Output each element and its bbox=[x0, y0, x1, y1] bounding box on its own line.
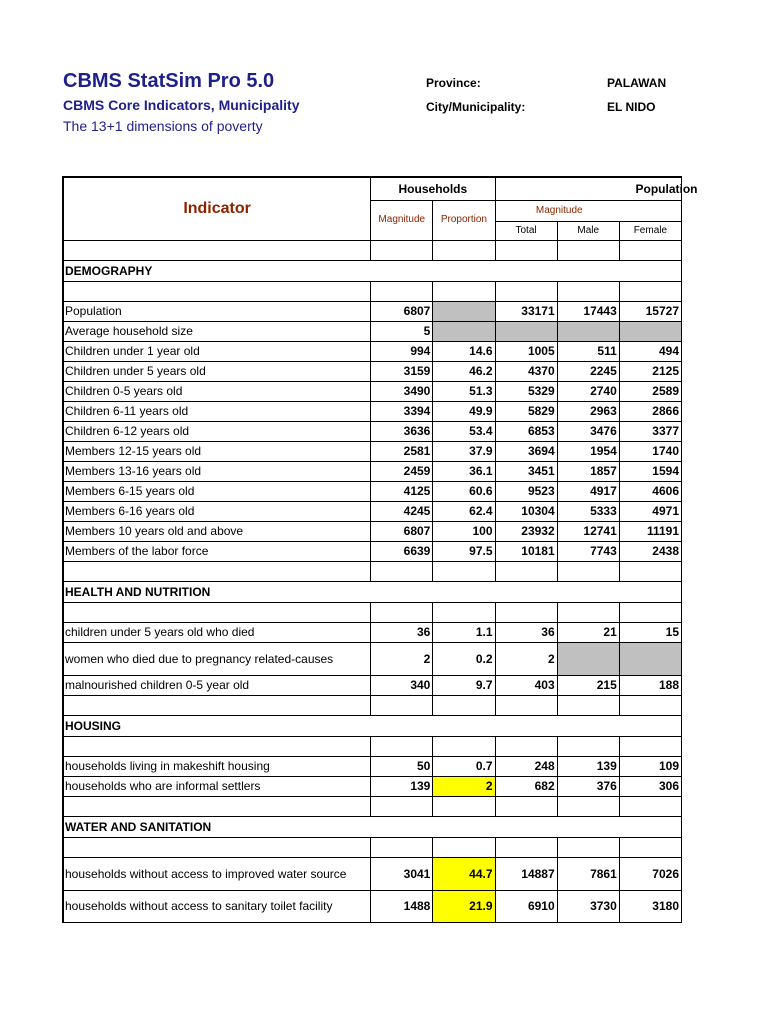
male-cell: 1954 bbox=[557, 441, 619, 461]
empty-cell bbox=[495, 695, 557, 715]
empty-cell bbox=[433, 561, 495, 581]
female-cell: 2125 bbox=[619, 361, 681, 381]
spacer-row bbox=[63, 736, 682, 756]
empty-cell bbox=[433, 837, 495, 857]
indicator-label: Children under 1 year old bbox=[63, 341, 371, 361]
indicator-label: Members of the labor force bbox=[63, 541, 371, 561]
hh-proportion-cell: 37.9 bbox=[433, 441, 495, 461]
indicator-label: households without access to improved water source bbox=[63, 857, 371, 890]
empty-cell bbox=[557, 736, 619, 756]
hh-magnitude-cell: 3159 bbox=[371, 361, 433, 381]
empty-cell bbox=[63, 695, 371, 715]
total-cell: 14887 bbox=[495, 857, 557, 890]
city-value: EL NIDO bbox=[607, 100, 656, 114]
table-row[interactable] bbox=[63, 401, 682, 421]
male-cell: 511 bbox=[557, 341, 619, 361]
population-column-header: Population bbox=[495, 177, 682, 200]
hh-proportion-cell: 44.7 bbox=[433, 857, 495, 890]
empty-cell bbox=[495, 796, 557, 816]
empty-cell bbox=[433, 796, 495, 816]
spacer-row bbox=[63, 561, 682, 581]
total-cell: 9523 bbox=[495, 481, 557, 501]
hh-magnitude-cell: 2 bbox=[371, 642, 433, 675]
total-cell: 23932 bbox=[495, 521, 557, 541]
hh-proportion-cell: 53.4 bbox=[433, 421, 495, 441]
indicator-label: Members 12-15 years old bbox=[63, 441, 371, 461]
section-fill bbox=[371, 715, 682, 736]
male-cell: 139 bbox=[557, 756, 619, 776]
hh-proportion-cell: 21.9 bbox=[433, 890, 495, 922]
male-cell: 7743 bbox=[557, 541, 619, 561]
indicator-label: women who died due to pregnancy related-causes bbox=[63, 642, 371, 675]
report-subtitle: CBMS Core Indicators, Municipality bbox=[63, 97, 300, 113]
table-row[interactable] bbox=[63, 321, 682, 341]
empty-cell bbox=[371, 281, 433, 301]
indicator-label: Members 10 years old and above bbox=[63, 521, 371, 541]
indicator-label: children under 5 years old who died bbox=[63, 622, 371, 642]
male-cell: 2963 bbox=[557, 401, 619, 421]
empty-cell bbox=[371, 240, 433, 260]
female-cell: 494 bbox=[619, 341, 681, 361]
province-label: Province: bbox=[426, 76, 481, 90]
hh-proportion-cell: 62.4 bbox=[433, 501, 495, 521]
section-heading-demography: DEMOGRAPHY bbox=[63, 260, 371, 281]
indicator-label: Average household size bbox=[63, 321, 371, 341]
table-row[interactable] bbox=[63, 622, 682, 642]
table-row[interactable] bbox=[63, 857, 682, 890]
indicator-table bbox=[62, 176, 698, 923]
hh-magnitude-cell: 36 bbox=[371, 622, 433, 642]
male-header: Male bbox=[557, 221, 619, 240]
total-cell: 10181 bbox=[495, 541, 557, 561]
total-cell: 3451 bbox=[495, 461, 557, 481]
hh-magnitude-cell: 3394 bbox=[371, 401, 433, 421]
indicator-label: Children 6-11 years old bbox=[63, 401, 371, 421]
total-cell: 682 bbox=[495, 776, 557, 796]
empty-cell bbox=[557, 837, 619, 857]
hh-proportion-cell: 100 bbox=[433, 521, 495, 541]
hh-magnitude-cell: 6639 bbox=[371, 541, 433, 561]
empty-cell bbox=[433, 602, 495, 622]
spacer-row bbox=[63, 240, 682, 260]
total-cell: 36 bbox=[495, 622, 557, 642]
empty-cell bbox=[371, 561, 433, 581]
table-row[interactable] bbox=[63, 461, 682, 481]
total-cell: 6853 bbox=[495, 421, 557, 441]
hh-proportion-cell: 1.1 bbox=[433, 622, 495, 642]
male-cell: 3476 bbox=[557, 421, 619, 441]
empty-cell bbox=[371, 602, 433, 622]
male-cell: 215 bbox=[557, 675, 619, 695]
female-cell: 2589 bbox=[619, 381, 681, 401]
hh-magnitude-cell: 1488 bbox=[371, 890, 433, 922]
hh-proportion-cell: 14.6 bbox=[433, 341, 495, 361]
table-row[interactable] bbox=[63, 756, 682, 776]
indicator-label: households living in makeshift housing bbox=[63, 756, 371, 776]
male-cell: 1857 bbox=[557, 461, 619, 481]
total-cell: 4370 bbox=[495, 361, 557, 381]
total-cell: 2 bbox=[495, 642, 557, 675]
spacer-row bbox=[63, 602, 682, 622]
hh-magnitude-cell: 6807 bbox=[371, 301, 433, 321]
hh-magnitude-cell: 2581 bbox=[371, 441, 433, 461]
hh-magnitude-cell: 139 bbox=[371, 776, 433, 796]
indicator-label: Children 6-12 years old bbox=[63, 421, 371, 441]
empty-cell bbox=[63, 602, 371, 622]
table-row[interactable] bbox=[63, 381, 682, 401]
male-cell: 5333 bbox=[557, 501, 619, 521]
male-cell: 12741 bbox=[557, 521, 619, 541]
table-row[interactable] bbox=[63, 481, 682, 501]
table-row[interactable] bbox=[63, 341, 682, 361]
table-row[interactable] bbox=[63, 642, 682, 675]
male-cell: 4917 bbox=[557, 481, 619, 501]
male-cell bbox=[557, 321, 619, 341]
hh-magnitude-cell: 3636 bbox=[371, 421, 433, 441]
hh-proportion-cell: 0.7 bbox=[433, 756, 495, 776]
spacer-row bbox=[63, 796, 682, 816]
hh-magnitude-cell: 3041 bbox=[371, 857, 433, 890]
total-cell: 3694 bbox=[495, 441, 557, 461]
empty-cell bbox=[619, 561, 681, 581]
female-cell: 1594 bbox=[619, 461, 681, 481]
empty-cell bbox=[619, 796, 681, 816]
indicator-label: malnourished children 0-5 year old bbox=[63, 675, 371, 695]
hh-proportion-cell: 36.1 bbox=[433, 461, 495, 481]
hh-proportion-cell: 46.2 bbox=[433, 361, 495, 381]
empty-cell bbox=[557, 240, 619, 260]
female-header: Female bbox=[619, 221, 681, 240]
hh-proportion-cell bbox=[433, 301, 495, 321]
total-cell: 248 bbox=[495, 756, 557, 776]
indicator-label: Members 13-16 years old bbox=[63, 461, 371, 481]
indicator-column-header: Indicator bbox=[63, 177, 371, 240]
pop-magnitude-header: Magnitude bbox=[495, 200, 682, 221]
empty-cell bbox=[619, 695, 681, 715]
total-cell: 6910 bbox=[495, 890, 557, 922]
female-cell: 4971 bbox=[619, 501, 681, 521]
hh-magnitude-cell: 50 bbox=[371, 756, 433, 776]
hh-proportion-cell bbox=[433, 321, 495, 341]
empty-cell bbox=[63, 281, 371, 301]
male-cell: 2740 bbox=[557, 381, 619, 401]
hh-magnitude-header: Magnitude bbox=[371, 200, 433, 240]
female-cell: 188 bbox=[619, 675, 681, 695]
hh-magnitude-cell: 4125 bbox=[371, 481, 433, 501]
table-row[interactable] bbox=[63, 501, 682, 521]
total-cell bbox=[495, 321, 557, 341]
table-row[interactable] bbox=[63, 361, 682, 381]
hh-magnitude-cell: 5 bbox=[371, 321, 433, 341]
table-row[interactable] bbox=[63, 301, 682, 321]
total-cell: 5329 bbox=[495, 381, 557, 401]
female-cell: 11191 bbox=[619, 521, 681, 541]
households-column-header: Households bbox=[371, 177, 495, 200]
spacer-row bbox=[63, 837, 682, 857]
spacer-row bbox=[63, 695, 682, 715]
empty-cell bbox=[619, 240, 681, 260]
male-cell: 17443 bbox=[557, 301, 619, 321]
app-title: CBMS StatSim Pro 5.0 bbox=[63, 70, 275, 92]
hh-magnitude-cell: 994 bbox=[371, 341, 433, 361]
empty-cell bbox=[371, 695, 433, 715]
table-row[interactable] bbox=[63, 421, 682, 441]
male-cell: 7861 bbox=[557, 857, 619, 890]
empty-cell bbox=[63, 796, 371, 816]
spacer-row bbox=[63, 281, 682, 301]
total-cell: 403 bbox=[495, 675, 557, 695]
hh-proportion-cell: 60.6 bbox=[433, 481, 495, 501]
table-row[interactable] bbox=[63, 890, 682, 922]
hh-magnitude-cell: 3490 bbox=[371, 381, 433, 401]
empty-cell bbox=[557, 796, 619, 816]
indicator-label: Population bbox=[63, 301, 371, 321]
hh-proportion-cell: 51.3 bbox=[433, 381, 495, 401]
indicator-label: Members 6-16 years old bbox=[63, 501, 371, 521]
table-row[interactable] bbox=[63, 521, 682, 541]
empty-cell bbox=[433, 240, 495, 260]
empty-cell bbox=[371, 837, 433, 857]
total-cell: 5829 bbox=[495, 401, 557, 421]
report-subtitle-dimensions: The 13+1 dimensions of poverty bbox=[63, 118, 263, 134]
hh-proportion-cell: 97.5 bbox=[433, 541, 495, 561]
empty-cell bbox=[619, 736, 681, 756]
total-header: Total bbox=[495, 221, 557, 240]
female-cell: 1740 bbox=[619, 441, 681, 461]
female-cell: 2866 bbox=[619, 401, 681, 421]
hh-proportion-cell: 0.2 bbox=[433, 642, 495, 675]
total-cell: 10304 bbox=[495, 501, 557, 521]
empty-cell bbox=[433, 736, 495, 756]
hh-magnitude-cell: 2459 bbox=[371, 461, 433, 481]
empty-cell bbox=[63, 240, 371, 260]
empty-cell bbox=[619, 602, 681, 622]
female-cell: 306 bbox=[619, 776, 681, 796]
empty-cell bbox=[557, 602, 619, 622]
empty-cell bbox=[619, 281, 681, 301]
female-cell: 15727 bbox=[619, 301, 681, 321]
empty-cell bbox=[619, 837, 681, 857]
empty-cell bbox=[495, 602, 557, 622]
empty-cell bbox=[557, 281, 619, 301]
female-cell bbox=[619, 642, 681, 675]
empty-cell bbox=[433, 695, 495, 715]
section-row-housing bbox=[63, 715, 682, 736]
section-fill bbox=[371, 260, 682, 281]
empty-cell bbox=[495, 561, 557, 581]
female-cell bbox=[619, 321, 681, 341]
empty-cell bbox=[63, 736, 371, 756]
empty-cell bbox=[557, 561, 619, 581]
table-row[interactable] bbox=[63, 776, 682, 796]
empty-cell bbox=[495, 281, 557, 301]
female-cell: 7026 bbox=[619, 857, 681, 890]
empty-cell bbox=[371, 736, 433, 756]
table-row[interactable] bbox=[63, 441, 682, 461]
hh-proportion-cell: 49.9 bbox=[433, 401, 495, 421]
female-cell: 3377 bbox=[619, 421, 681, 441]
section-fill bbox=[371, 581, 682, 602]
male-cell: 3730 bbox=[557, 890, 619, 922]
empty-cell bbox=[433, 281, 495, 301]
empty-cell bbox=[495, 837, 557, 857]
indicator-label: households without access to sanitary toilet facility bbox=[63, 890, 371, 922]
section-fill bbox=[371, 816, 682, 837]
empty-cell bbox=[495, 240, 557, 260]
female-cell: 4606 bbox=[619, 481, 681, 501]
hh-proportion-header: Proportion bbox=[433, 200, 495, 240]
empty-cell bbox=[63, 561, 371, 581]
female-cell: 3180 bbox=[619, 890, 681, 922]
section-heading-water: WATER AND SANITATION bbox=[63, 816, 371, 837]
indicator-label: Children under 5 years old bbox=[63, 361, 371, 381]
section-row-health bbox=[63, 581, 682, 602]
hh-magnitude-cell: 4245 bbox=[371, 501, 433, 521]
male-cell bbox=[557, 642, 619, 675]
indicator-label: Members 6-15 years old bbox=[63, 481, 371, 501]
hh-proportion-cell: 9.7 bbox=[433, 675, 495, 695]
section-row-demography bbox=[63, 260, 682, 281]
city-label: City/Municipality: bbox=[426, 100, 526, 114]
section-heading-health: HEALTH AND NUTRITION bbox=[63, 581, 371, 602]
male-cell: 21 bbox=[557, 622, 619, 642]
indicator-label: Children 0-5 years old bbox=[63, 381, 371, 401]
section-row-water bbox=[63, 816, 682, 837]
female-cell: 109 bbox=[619, 756, 681, 776]
empty-cell bbox=[557, 695, 619, 715]
table-row[interactable] bbox=[63, 541, 682, 561]
male-cell: 376 bbox=[557, 776, 619, 796]
male-cell: 2245 bbox=[557, 361, 619, 381]
empty-cell bbox=[495, 736, 557, 756]
section-heading-housing: HOUSING bbox=[63, 715, 371, 736]
hh-magnitude-cell: 340 bbox=[371, 675, 433, 695]
total-cell: 1005 bbox=[495, 341, 557, 361]
empty-cell bbox=[371, 796, 433, 816]
empty-cell bbox=[63, 837, 371, 857]
female-cell: 15 bbox=[619, 622, 681, 642]
total-cell: 33171 bbox=[495, 301, 557, 321]
hh-magnitude-cell: 6807 bbox=[371, 521, 433, 541]
table-row[interactable] bbox=[63, 675, 682, 695]
province-value: PALAWAN bbox=[607, 76, 667, 90]
hh-proportion-cell: 2 bbox=[433, 776, 495, 796]
indicator-table-viewport[interactable] bbox=[62, 176, 698, 942]
female-cell: 2438 bbox=[619, 541, 681, 561]
indicator-label: households who are informal settlers bbox=[63, 776, 371, 796]
